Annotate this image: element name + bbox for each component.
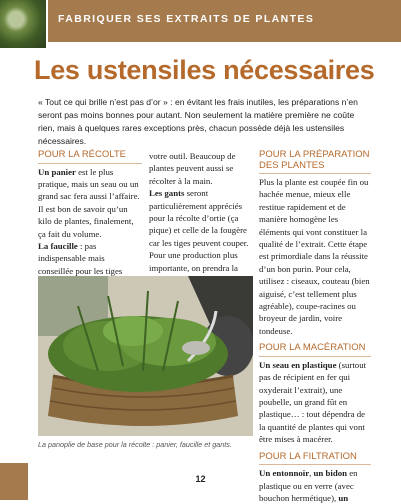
term-seau: Un seau en plastique	[259, 359, 337, 370]
term-bidon: un bidon	[313, 468, 348, 479]
header-thumbnail-photo	[0, 0, 48, 48]
page-title: Les ustensiles nécessaires	[34, 55, 375, 85]
column-3	[259, 150, 371, 504]
section-label: FABRIQUER SES EXTRAITS DE PLANTES	[58, 13, 315, 25]
page-number: 12	[195, 474, 206, 484]
basket-illustration	[38, 276, 253, 436]
paragraph-maceration	[259, 359, 371, 446]
term-panier: Un panier	[38, 166, 76, 177]
term-faucille: La faucille	[38, 240, 78, 251]
text-faucille: : pas indispensable mais conseillée pour les tiges	[38, 240, 123, 276]
heading-preparation: POUR LA PRÉPARATION DES PLANTES	[259, 150, 371, 174]
harvest-basket-photo	[38, 276, 253, 436]
text-filtration: en plastique ou en verre (avec bouchon hermétique),	[259, 468, 358, 503]
paragraph-preparation: Plus la plante est coupée fin ou hachée menue, mieux elle restitue rapidement et de manière homogène les éléments qui vont constituer la qualité de l’extrait. Cette étape est primordiale dans la réussite d’un bon purin. Pour cela, utilisez : ciseaux, couteau (bien aiguisé, c’est tellement plus agréable), coupe-racines ou broyeur de jardin, voire tondeuse.	[259, 177, 370, 336]
photo-caption: La panoplie de base pour la récolte : panier, faucille et gants.	[38, 440, 232, 449]
text-panier: est le plus pratique, mais un seau ou un grand sac fera aussi l’affaire. Il est bon de savoir qu’un kilo de plantes, finalement, ça fait du volume.	[38, 166, 140, 239]
paragraph-panier	[38, 166, 142, 240]
heading-recolte: POUR LA RÉCOLTE	[38, 150, 142, 164]
paragraph-filtration	[259, 467, 371, 504]
heading-maceration: POUR LA MACÉRATION	[259, 343, 371, 357]
paragraph-outil: votre outil. Beaucoup de plantes peuvent aussi se récolter à la main.	[149, 151, 236, 186]
intro-paragraph: « Tout ce qui brille n’est pas d’or » : en évitant les frais inutiles, les préparations n’en seront pas moins bonnes pour autant. Non seulement la matière première ne coûte rien, mais à quelques rares exceptions près, chacun possède déjà les ustensiles nécessaires.	[38, 97, 358, 146]
term-entonnoir: Un entonnoir	[259, 468, 310, 479]
heading-filtration: POUR LA FILTRATION	[259, 452, 371, 466]
term-gants: Les gants	[149, 188, 185, 199]
text-gants: seront particulièrement appréciés pour la récolte d’ortie (ça pique) et celle de la fougère car les tiges peuvent couper. Pour une production plus importante, on prendra la	[149, 188, 249, 273]
text-maceration: (surtout pas de récipient en fer qui oxyderait l’extrait), une poubelle, un grand fût en plastique… : tout dépendra de la quantité de plantes qui vont être mises à macérer.	[259, 359, 367, 445]
term-un: un	[338, 492, 349, 503]
text-filtration-sep: ,	[309, 468, 314, 479]
